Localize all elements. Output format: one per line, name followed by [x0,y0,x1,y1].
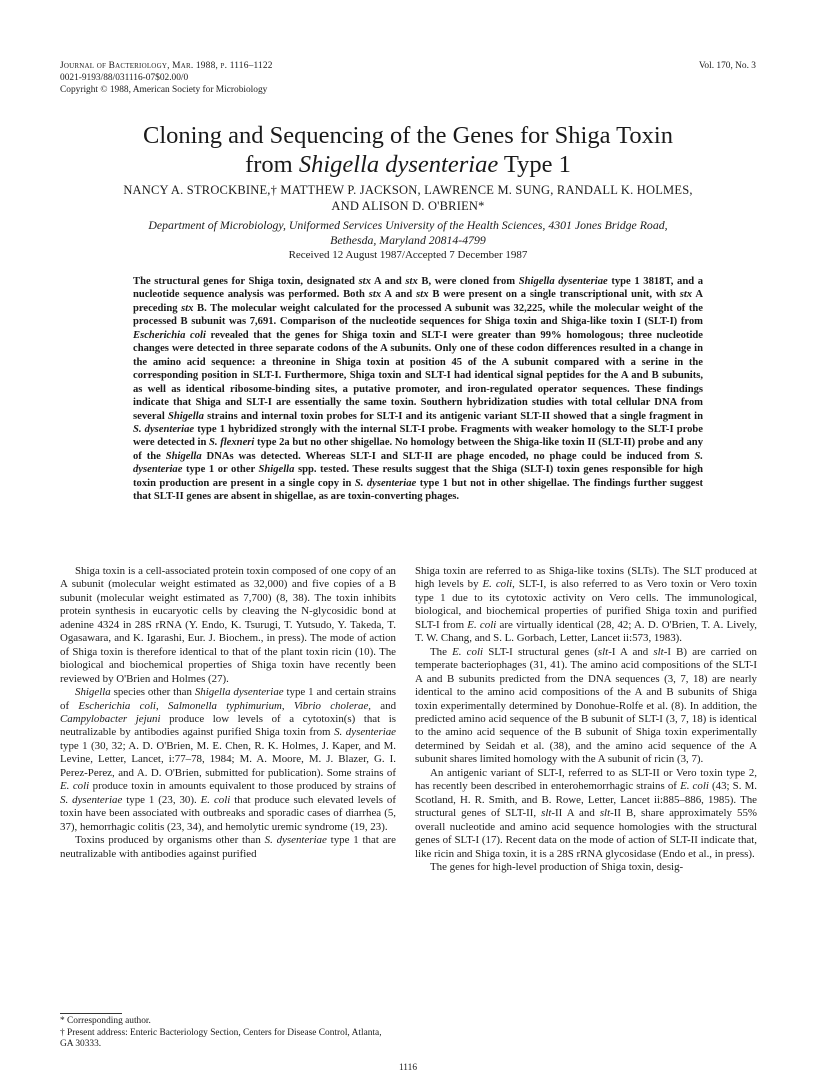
footnote-divider [60,1013,122,1014]
authors-line-2: AND ALISON D. O'BRIEN* [331,199,485,213]
author-list [60,182,756,214]
body-paragraph: Toxins produced by organisms other than S. dysenteriae type 1 that are neutralizable with antibodies against purified [60,834,396,860]
abstract: The structural genes for Shiga toxin, designated stx A and stx B, were cloned from Shigella dysenteriae type 1 3818T, and a nucleotide sequence analysis was performed. Both stx A and stx B were present on a single transcriptional unit, with stx A preceding stx B. The molecular weight calculated for the processed A subunit was 32,225, while the molecular weight of the processed B subunit was 7,691. Comparison of the nucleotide sequences for Shiga toxin and Shiga-like toxin I (SLT-I) from Escherichia coli revealed that the genes for Shiga toxin and SLT-I were greater than 99% homologous; three nucleotide changes were detected in three separate codons of the A subunits. Only one of these codon differences resulted in a change in the amino acid sequence: a threonine in Shiga toxin at position 45 of the A subunit compared with a serine in the corresponding position in SLT-I. Furthermore, Shiga toxin and SLT-I had identical signal peptides for the A and B subunits, as well as identical ribosome-binding sites, a putative promoter, and iron-regulated operator sequences. These findings indicate that Shiga and SLT-I are essentially the same toxin. Southern hybridization studies with total cellular DNA from several Shigella strains and internal toxin probes for SLT-I and its antigenic variant SLT-II showed that a single fragment in S. dysenteriae type 1 hybridized strongly with the internal SLT-I probe. Fragments with weaker homology to the SLT-I probe were detected in S. flexneri type 2a but no other shigellae. No homology between the Shiga-like toxin II (SLT-II) probe and any of the Shigella DNAs was detected. Whereas SLT-I and SLT-II are phage encoded, no phage could be induced from S. dysenteriae type 1 or other Shigella spp. tested. These results suggest that the Shiga (SLT-I) toxin genes responsible for high toxin production are present in a single copy in S. dysenteriae type 1 but not in other shigellae. The findings further suggest that SLT-II genes are absent in shigellae, as are toxin-converting phages. [133,276,704,503]
body-paragraph: Shigella species other than Shigella dysenteriae type 1 and certain strains of Escherichia coli, Salmonella typhimurium, Vibrio cholerae, and Campylobacter jejuni produce low levels of a cytotoxin(s) that is neutralizable by antibodies against purified Shiga toxin from S. dysenteriae type 1 (30, 32; A. D. O'Brien, M. E. Chen, R. K. Holmes, J. Kaper, and M. Levine, Letter, Lancet, i:77–78, 1984; M. A. Moore, M. J. Blazer, G. I. Perez-Perez, and A. D. O'Brien, submitted for publication). Some strains of E. coli produce toxin in amounts equivalent to those produced by strains of S. dysenteriae type 1 (23, 30). E. coli that produce such elevated levels of toxin have been associated with outbreaks and sporadic cases of diarrhea (5, 37), hemorrhagic colitis (23, 34), and hemolytic uremic syndrome (19, 23). [60,686,397,833]
article-title [60,121,756,179]
body-paragraph: The genes for high-level production of Shiga toxin, desig- [430,860,684,873]
footnotes [60,1016,396,1051]
body-paragraph: The E. coli SLT-I structural genes (slt-I A and slt-I B) are carried on temperate bacteriophages (31, 41). The amino acid compositions of the SLT-I A and B subunits predicted from the DNA sequences (3, 7, 18) are nearly identical to the amino acid compositions of the A and B subunits of Shiga toxin experimentally determined by Donohue-Rolfe et al. (8). In addition, the predicted amino acid sequence of the B subunit of SLT-I (3, 7, 18) is identical to the amino acid sequence of the B subunit of Shiga toxin experimentally determined by Seidah et al. (38), and the amino acid sequence of the A subunit shares limited homology with the A subunit of ricin (3, 7). [415,645,758,766]
body-paragraph: An antigenic variant of SLT-I, referred to as SLT-II or Vero toxin type 2, has recently been described in enterohemorrhagic strains of E. coli (43; S. M. Scotland, H. R. Smith, and B. Rowe, Letter, Lancet ii:885–886, 1985). The structural genes of SLT-II, slt-II A and slt-II B, share approximately 55% overall nucleotide and amino acid sequence homologies with the structural genes of SLT-I (17). Recent data on the mode of action of SLT-II indicate that, like ricin and Shiga toxin, it is a 28S rRNA glycosidase (Endo et al., in press). [415,766,757,860]
volume-issue: Vol. 170, No. 3 [698,61,756,71]
footnote-present-address: † Present address: Enteric Bacteriology Section, Centers for Disease Control, Atlanta, GA 30333. [60,1027,382,1049]
body-column-left [60,565,396,861]
masthead [60,60,756,96]
article-code: 0021-9193/88/031116-07$02.00/0 [60,73,189,83]
body-paragraph: Shiga toxin are referred to as Shiga-like toxins (SLTs). The SLT produced at high levels by E. coli, SLT-I, is also referred to as Vero toxin or Vero toxin type 1 due to its cytotoxic activity on Vero cells. The immunological, biological, and biochemical properties of purified Shiga toxin and purified SLT-I from E. coli are virtually identical (28, 42; A. D. O'Brien, T. A. Lively, T. W. Chang, and S. L. Gorbach, Letter, Lancet ii:573, 1983). [415,565,757,645]
title-line-1: Cloning and Sequencing of the Genes for Shiga Toxin [143,122,673,149]
title-line-2: from Shigella dysenteriae Type 1 [245,151,571,178]
body-paragraph: Shiga toxin is a cell-associated protein toxin composed of one copy of an A subunit (molecular weight estimated as 32,000) and five copies of a B subunit (molecular weight estimated as 7,700) (8, 38). The toxin inhibits protein synthesis in eucaryotic cells by cleaving the N-glycosidic bond at adenine 4324 in 28S rRNA (Y. Endo, K. Tsurugi, T. Yutsudo, Y. Takeda, T. Ogasawara, and K. Igarashi, Eur. J. Biochem., in press). The mode of action of Shiga toxin is therefore identical to that of the plant toxin ricin (10). The biological and biochemical properties of Shiga toxin have recently been reviewed by O'Brien and Holmes (27). [60,565,396,685]
title-organism: Shigella dysenteriae [298,151,499,178]
copyright-line: Copyright © 1988, American Society for Microbiology [60,85,268,95]
affiliation [60,218,756,248]
body-column-right [415,565,757,874]
footnote-corresponding-author: * Corresponding author. [60,1016,151,1026]
journal-citation: Journal of Bacteriology, Mar. 1988, p. 1116–1122 [60,61,273,71]
page-number: 1116 [398,1063,418,1073]
authors-line-1: NANCY A. STROCKBINE,† MATTHEW P. JACKSON, LAWRENCE M. SUNG, RANDALL K. HOLMES, [123,183,693,197]
received-dates: Received 12 August 1987/Accepted 7 December 1987 [288,249,528,261]
affiliation-line-1: Department of Microbiology, Uniformed Services University of the Health Sciences, 4301 Jones Bridge Road, [148,218,668,232]
affiliation-line-2: Bethesda, Maryland 20814-4799 [330,233,486,247]
